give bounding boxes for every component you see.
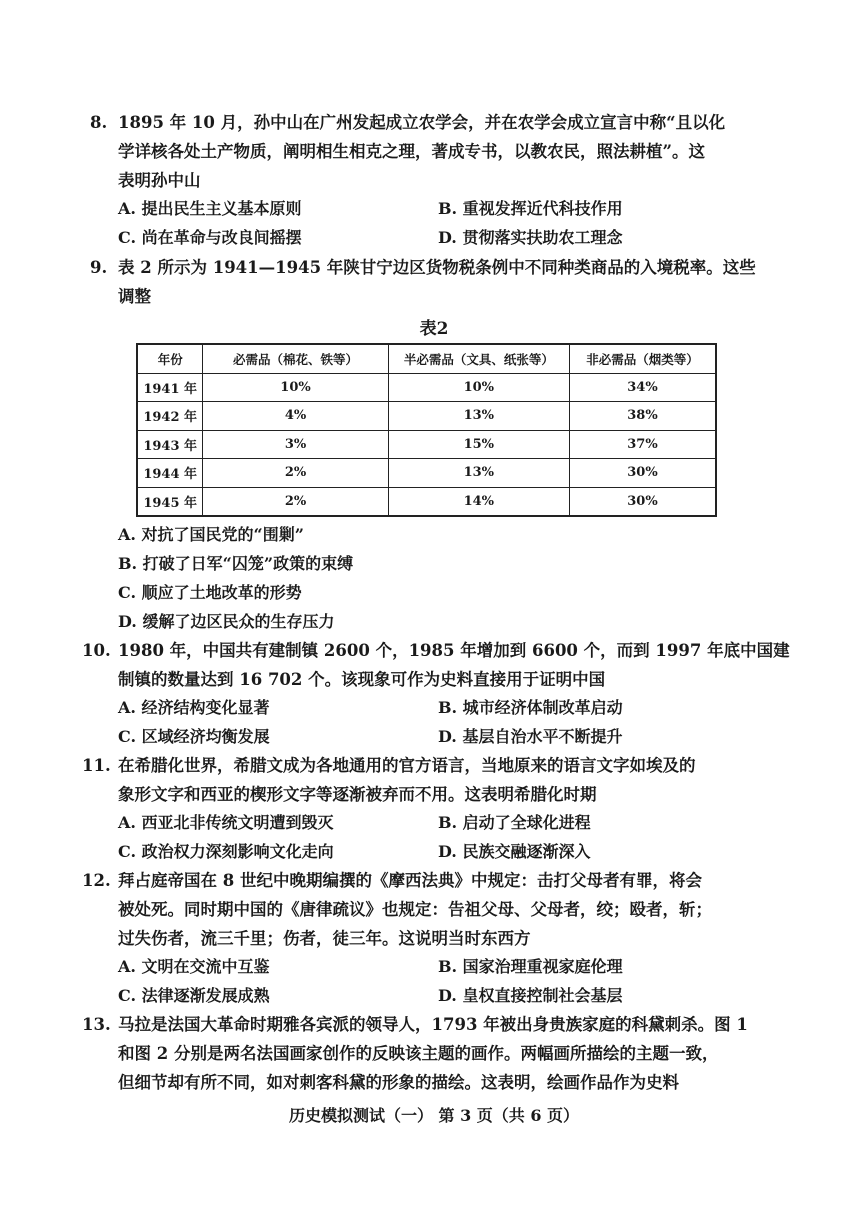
question-13	[82, 1010, 748, 1097]
question-number: 13.	[82, 1015, 111, 1034]
table-cell: 1942 年	[137, 402, 203, 431]
option-c[interactable]: C. 顺应了土地改革的形势	[118, 583, 302, 602]
option-b[interactable]: B. 国家治理重视家庭伦理	[438, 957, 623, 976]
option-b[interactable]: B. 重视发挥近代科技作用	[438, 199, 623, 218]
column-header: 必需品（棉花、铁等）	[203, 344, 388, 373]
stem-line: 被处死。同时期中国的《唐律疏议》也规定：告祖父母、父母者，绞；殴者，斩；	[118, 900, 712, 919]
options	[90, 694, 740, 751]
table-cell: 4%	[203, 402, 388, 431]
table-caption: 表2	[419, 319, 449, 339]
question-stem	[90, 866, 740, 953]
column-header: 半必需品（文具、纸张等）	[388, 344, 569, 373]
option-b[interactable]: B. 打破了日军“囚笼”政策的束缚	[118, 554, 354, 573]
table-cell: 38%	[569, 402, 716, 431]
table-cell: 2%	[203, 487, 388, 516]
option-c[interactable]: C. 法律逐渐发展成熟	[118, 985, 270, 1005]
stem-line: 表 2 所示为 1941—1945 年陕甘宁边区货物税条例中不同种类商品的入境税率。这些	[118, 258, 756, 277]
table-header-row	[137, 344, 716, 373]
table-cell: 3%	[203, 430, 388, 459]
option-a[interactable]: A. 对抗了国民党的“围剿”	[118, 525, 304, 544]
page-footer: 历史模拟测试（一） 第 3 页（共 6 页）	[288, 1106, 580, 1125]
table-row	[137, 459, 716, 488]
option-b[interactable]: B. 启动了全球化进程	[438, 813, 591, 832]
stem-line: 表明孙中山	[118, 171, 201, 190]
options	[90, 953, 740, 1010]
option-a[interactable]: A. 西亚北非传统文明遭到毁灭	[118, 813, 334, 832]
option-b[interactable]: B. 城市经济体制改革启动	[438, 698, 623, 717]
question-10	[82, 636, 790, 751]
table-cell: 13%	[388, 402, 569, 431]
question-number: 11.	[82, 756, 111, 775]
table-cell: 30%	[569, 487, 716, 516]
question-9	[90, 253, 756, 311]
table-cell: 1943 年	[137, 430, 203, 459]
table-cell: 30%	[569, 459, 716, 488]
table-cell: 37%	[569, 430, 716, 459]
option-c[interactable]: C. 政治权力深刻影响文化走向	[118, 841, 334, 861]
option-d[interactable]: D. 皇权直接控制社会基层	[438, 985, 623, 1005]
option-a[interactable]: A. 经济结构变化显著	[118, 698, 270, 717]
question-9-options	[90, 520, 740, 636]
stem-line: 在希腊化世界，希腊文成为各地通用的官方语言，当地原来的语言文字如埃及的	[118, 756, 696, 775]
table-cell: 13%	[388, 459, 569, 488]
stem-line: 1980 年，中国共有建制镇 2600 个，1985 年增加到 6600 个，而到 1997 年底中国建	[118, 641, 790, 660]
stem-line: 过失伤者，流三千里；伤者，徒三年。这说明当时东西方	[118, 929, 531, 948]
stem-line: 学详核各处土产物质，阐明相生相克之理，著成专书，以教农民，照法耕植”。这	[118, 142, 705, 161]
table-row	[137, 487, 716, 516]
stem-line: 但细节却有所不同，如对刺客科黛的形象的描绘。这表明，绘画作品作为史料	[118, 1073, 679, 1092]
question-number: 10.	[82, 641, 111, 660]
table-cell: 34%	[569, 373, 716, 402]
options	[90, 809, 740, 866]
option-d[interactable]: D. 缓解了边区民众的生存压力	[118, 612, 335, 631]
option-c[interactable]: C. 尚在革命与改良间摇摆	[118, 227, 302, 247]
stem-line: 调整	[118, 287, 151, 306]
option-a[interactable]: A. 提出民生主义基本原则	[118, 199, 302, 218]
option-d[interactable]: D. 民族交融逐渐深入	[438, 841, 591, 861]
stem-line: 马拉是法国大革命时期雅各宾派的领导人，1793 年被出身贵族家庭的科黛刺杀。图 1	[118, 1015, 748, 1034]
question-stem	[90, 253, 756, 311]
option-d[interactable]: D. 基层自治水平不断提升	[438, 726, 623, 746]
stem-line: 制镇的数量达到 16 702 个。该现象可作为史料直接用于证明中国	[118, 670, 606, 689]
options	[90, 195, 740, 252]
stem-line: 和图 2 分别是两名法国画家创作的反映该主题的画作。两幅画所描绘的主题一致，	[118, 1044, 719, 1063]
column-header: 非必需品（烟类等）	[569, 344, 716, 373]
question-stem	[90, 1010, 748, 1097]
question-8	[90, 108, 740, 252]
question-number: 8.	[90, 113, 108, 132]
table-cell: 15%	[388, 430, 569, 459]
option-d[interactable]: D. 贯彻落实扶助农工理念	[438, 227, 623, 247]
table-cell: 1941 年	[137, 373, 203, 402]
table-cell: 2%	[203, 459, 388, 488]
stem-line: 拜占庭帝国在 8 世纪中晚期编撰的《摩西法典》中规定：击打父母者有罪，将会	[118, 871, 702, 890]
table-cell: 1944 年	[137, 459, 203, 488]
question-12	[82, 866, 740, 1010]
question-11	[82, 751, 740, 866]
column-header: 年份	[137, 344, 203, 373]
table-cell: 10%	[388, 373, 569, 402]
question-stem	[90, 636, 790, 694]
stem-line: 1895 年 10 月，孙中山在广州发起成立农学会，并在农学会成立宣言中称“且以化	[118, 113, 726, 132]
question-stem	[90, 108, 740, 195]
table-cell: 10%	[203, 373, 388, 402]
tax-rate-table	[136, 343, 717, 517]
stem-line: 象形文字和西亚的楔形文字等逐渐被弃而不用。这表明希腊化时期	[118, 785, 597, 804]
question-stem	[90, 751, 740, 809]
table-cell: 1945 年	[137, 487, 203, 516]
table-row	[137, 402, 716, 431]
option-c[interactable]: C. 区域经济均衡发展	[118, 726, 270, 746]
table-cell: 14%	[388, 487, 569, 516]
question-number: 9.	[90, 258, 108, 277]
question-number: 12.	[82, 871, 111, 890]
table-row	[137, 373, 716, 402]
option-a[interactable]: A. 文明在交流中互鉴	[118, 957, 270, 976]
table-row	[137, 430, 716, 459]
